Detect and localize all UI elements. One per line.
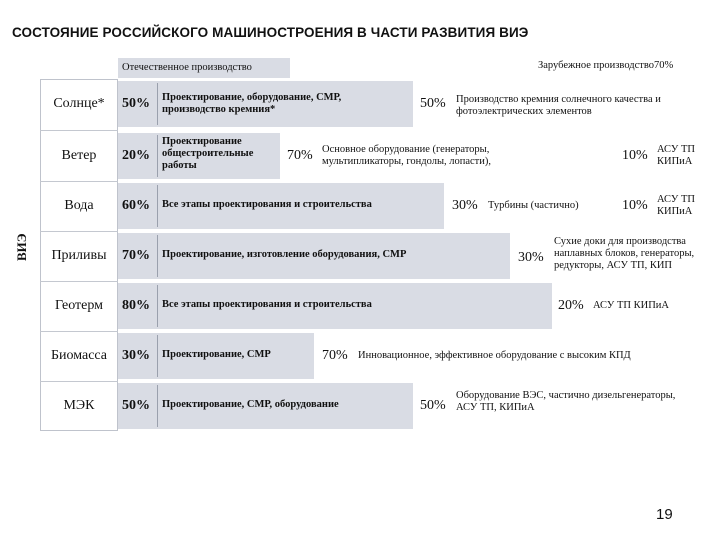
row-name: Геотерм (54, 298, 104, 313)
row-divider (40, 181, 118, 182)
row-divider (40, 281, 118, 282)
domestic-text: Проектирование, изготовление оборудования, СМР (162, 249, 407, 260)
domestic-percent: 60% (122, 198, 150, 213)
row-name: Солнце* (53, 96, 105, 111)
row-divider (40, 381, 118, 382)
bar-divider (157, 83, 158, 125)
foreign-text: Сухие доки для производства наплавных блоков, генераторы, редукторы, АСУ ТП, КИП (554, 236, 695, 271)
row-divider (40, 331, 118, 332)
domestic-percent: 20% (122, 148, 150, 163)
page-number: 19 (656, 506, 673, 523)
side-label: ВИЭ (14, 233, 29, 261)
extra-percent: 10% (622, 198, 648, 213)
extra-text: АСУ ТП КИПиА (657, 194, 695, 217)
domestic-percent: 30% (122, 348, 150, 363)
foreign-percent: 50% (420, 96, 446, 111)
domestic-text: Проектирование, оборудование, СМР, производство кремния* (162, 92, 342, 115)
domestic-text: Все этапы проектирования и строительства (162, 199, 372, 210)
foreign-text: АСУ ТП КИПиА (593, 300, 669, 311)
domestic-percent: 80% (122, 298, 150, 313)
foreign-text: Оборудование ВЭС, частично дизельгенераторы, АСУ ТП, КИПиА (456, 390, 676, 413)
bar-divider (157, 285, 158, 327)
foreign-percent: 70% (287, 148, 313, 163)
page-title: СОСТОЯНИЕ РОССИЙСКОГО МАШИНОСТРОЕНИЯ В ЧАСТИ РАЗВИТИЯ ВИЭ (12, 25, 529, 40)
bar-divider (157, 335, 158, 377)
domestic-text: Проектирование, СМР (162, 349, 271, 360)
header-foreign: Зарубежное производство70% (538, 60, 674, 71)
foreign-text: Основное оборудование (генераторы, мультипликаторы, гондолы, лопасти), (322, 144, 492, 167)
foreign-percent: 30% (452, 198, 478, 213)
row-divider (40, 130, 118, 131)
domestic-text: Проектирование, СМР, оборудование (162, 399, 339, 410)
domestic-text: Проектирование общестроительные работы (162, 136, 254, 171)
bar-divider (157, 135, 158, 177)
foreign-percent: 50% (420, 398, 446, 413)
row-name: Ветер (61, 148, 97, 163)
domestic-percent: 50% (122, 96, 150, 111)
foreign-text: Производство кремния солнечного качества и фотоэлектрических элементов (456, 94, 661, 117)
domestic-text: Все этапы проектирования и строительства (162, 299, 372, 310)
row-name: МЭК (63, 398, 95, 413)
row-name: Приливы (51, 248, 107, 263)
foreign-percent: 20% (558, 298, 584, 313)
domestic-percent: 70% (122, 248, 150, 263)
bar-divider (157, 185, 158, 227)
foreign-text: Инновационное, эффективное оборудование с высоким КПД (358, 350, 631, 361)
foreign-percent: 70% (322, 348, 348, 363)
bar-divider (157, 385, 158, 427)
row-divider (40, 231, 118, 232)
bar-divider (157, 235, 158, 277)
extra-text: АСУ ТП КИПиА (657, 144, 695, 167)
foreign-text: Турбины (частично) (488, 200, 579, 211)
domestic-percent: 50% (122, 398, 150, 413)
foreign-percent: 30% (518, 250, 544, 265)
row-name: Биомасса (50, 348, 108, 363)
extra-percent: 10% (622, 148, 648, 163)
row-name: Вода (64, 198, 94, 213)
header-domestic: Отечественное производство (118, 58, 290, 78)
